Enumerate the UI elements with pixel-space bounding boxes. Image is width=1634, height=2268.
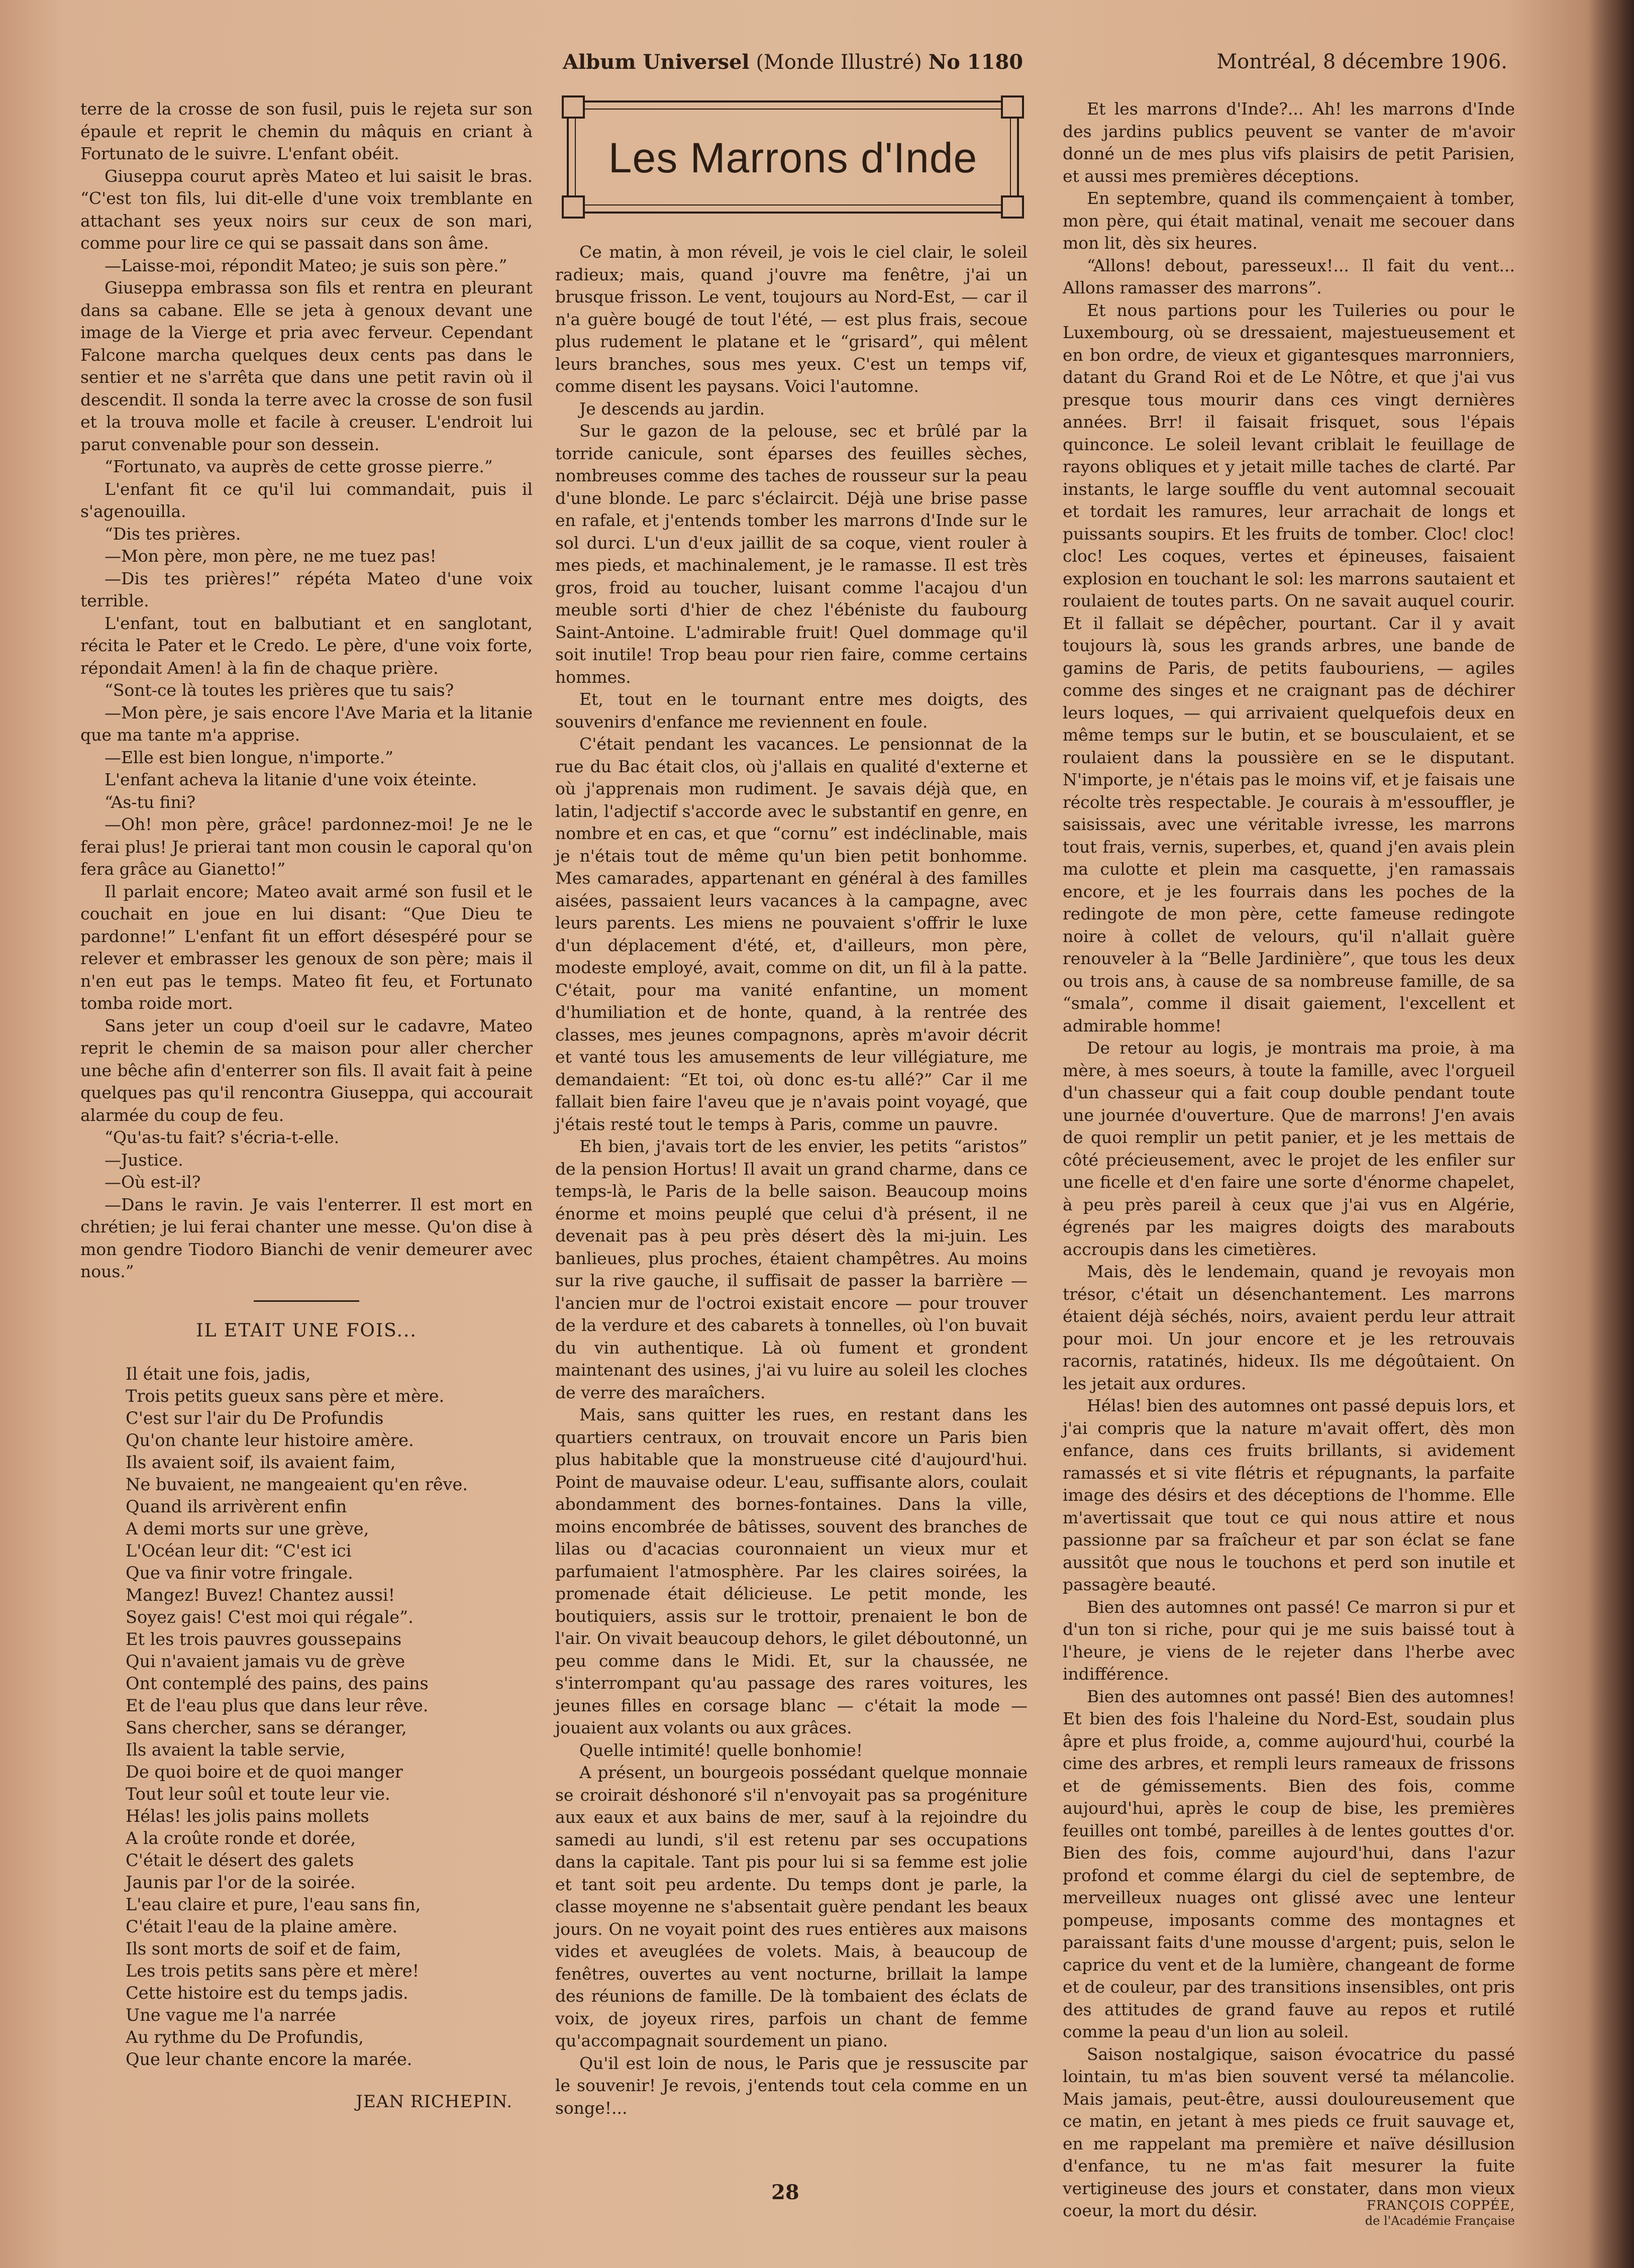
poem-line: C'était le désert des galets	[126, 1850, 354, 1870]
poem-line: De quoi boire et de quoi manger	[126, 1762, 403, 1782]
paragraph: —Mon père, mon père, ne me tuez pas!	[105, 546, 437, 566]
poem-line: Et de l'eau plus que dans leur rêve.	[126, 1696, 429, 1715]
paragraph: —Dis tes prières!” répéta Mateo d'une voix terrible.	[80, 568, 533, 610]
paragraph: Mais, sans quitter les rues, en restant dans les quartiers centraux, on trouvait encore un Paris bien plus habitable que la monstrueuse cité d'aujourd'hui. Point de mauvaise odeur. L'eau, suffisante alors, coulait abondamment des bornes-fontaines. Dans la ville, moins encombrée de bâtisses, souvent des branches de lilas ou d'acacias couronnaient un vieux mur et parfumaient l'atmosphère. Par les claires soirées, la promenade était délicieuse. Le petit monde, les boutiquiers, assis sur le trottoir, prenaient le bon de l'air. On vivait beaucoup dehors, le gilet déboutonné, un peu comme dans le Midi. Et, sur la chaussée, ne s'interrompant qu'au passage des rares voitures, les jeunes filles en corsage blanc — c'était la mode — jouaient aux volants ou aux grâces.	[555, 1405, 1028, 1737]
paragraph: C'était pendant les vacances. Le pensionnat de la rue du Bac était clos, où j'allais en qualité d'externe et où j'apprenais mon rudiment. Je savais déjà que, en latin, l'adjectif s'accorde avec le substantif en genre, en nombre et en cas, et que “cornu” est indéclinable, mais je n'étais tout de même qu'un bien petit bonhomme. Mes camarades, appartenant en général à des familles aisées, passaient leurs vacances à la campagne, avec leurs parents. Les miens ne pouvaient s'offrir le luxe d'un déplacement d'été, et, d'ailleurs, mon père, modeste employé, avait, comme on dit, un fil à la patte. C'était, pour ma vanité enfantine, un moment d'humiliation et de honte, quand, à la rentrée des classes, mes jeunes compagnons, après m'avoir décrit et vanté tous les amusements de leur villégiature, me demandaient: “Et toi, où donc es-tu allé?” Car il me fallait bien faire l'aveu que je n'avais point voyagé, que j'étais resté tout le temps à Paris, comme un pauvre.	[555, 734, 1028, 1134]
paragraph: Qu'il est loin de nous, le Paris que je ressuscite par le souvenir! Je revois, j'entends tout cela comme en un songe!...	[555, 2053, 1028, 2118]
poem-line: Trois petits gueux sans père et mère.	[126, 1386, 445, 1406]
poem-line: Qui n'avaient jamais vu de grève	[126, 1652, 405, 1671]
poem-line: Ils sont morts de soif et de faim,	[126, 1939, 401, 1958]
paragraph: A présent, un bourgeois possédant quelque monnaie se croirait déshonoré s'il n'envoyait pas sa progéniture aux eaux et aux bains de mer, sauf à la rejoindre du samedi au lundi, s'il est retenu par ses occupations dans la capitale. Tant pis pour lui si sa femme est jolie et tant soit peu ardente. Du temps dont je parle, la classe moyenne ne s'absentait guère pendant les beaux jours. On ne voyait point des rues entières aux maisons vides et aveuglées de volets. Mais, à beaucoup de fenêtres, ouvertes au vent nocturne, brillait la lampe des réunions de famille. De là tombaient des éclats de voix, de joyeux rires, parfois un chant de femme qu'accompagnait sourdement un piano.	[555, 1763, 1028, 2050]
poem-line: Cette histoire est du temps jadis.	[126, 1983, 408, 2003]
poem-line: Ils avaient soif, ils avaient faim,	[126, 1453, 396, 1472]
paragraph: De retour au logis, je montrais ma proie, à ma mère, à mes soeurs, à toute la famille, avec l'orgueil d'un chasseur qui a fait coup double pendant toute une journée d'ouverture. Que de marrons! J'en avais de quoi remplir un petit panier, et je les mettais de côté précieusement, avec le projet de les enfiler sur une ficelle et d'en faire une sorte d'énorme chapelet, à peu près pareil à ceux que j'ai vus en Algérie, égrenés par les maigres doigts des marabouts accroupis dans les cimetières.	[1063, 1038, 1515, 1259]
paragraph: L'enfant acheva la litanie d'une voix éteinte.	[105, 770, 477, 789]
paragraph: “Allons! debout, paresseux!... Il fait du vent... Allons ramasser des marrons”.	[1063, 255, 1515, 297]
paragraph: “Sont-ce là toutes les prières que tu sais?	[105, 680, 454, 700]
paragraph: Bien des automnes ont passé! Bien des automnes! Et bien des fois l'haleine du Nord-Est, soudain plus âpre et plus froide, a, comme aujourd'hui, courbé la cime des arbres, et rempli leurs rameaux de frissons et de gémissements. Bien des fois, comme aujourd'hui, après le coup de bise, les premières feuilles ont tombé, pareilles à de lentes gouttes d'or. Bien des fois, comme aujourd'hui, dans l'azur profond et comme élargi du ciel de septembre, de merveilleux nuages ont glissé avec une lenteur pompeuse, imposants comme des montagnes et paraissant faits d'une mousse d'argent; puis, selon le caprice du vent et de la lumière, changeant de forme et de couleur, par des transitions insensibles, ont pris des attitudes de grand fauve au repos et rutilé comme la peau d'un lion au soleil.	[1063, 1686, 1515, 2041]
paragraph: Quelle intimité! quelle bonhomie!	[579, 1740, 863, 1760]
article-title-box	[567, 100, 1019, 214]
paragraph: Hélas! bien des automnes ont passé depuis lors, et j'ai compris que la nature m'avait offert, dès mon enfance, dans ces fruits brillants, si avidement ramassés et si vite flétris et répugnants, la parfaite image des désirs et des déceptions de l'homme. Elle m'avertissait que tout ce qui nous attire et nous passionne par sa fraîcheur et par son éclat se fane aussitôt que nous le touchons et perd son inutile et passagère beauté.	[1063, 1396, 1515, 1594]
paragraph: —Elle est bien longue, n'importe.”	[105, 747, 394, 767]
poem-line: Soyez gais! C'est moi qui régale”.	[126, 1607, 414, 1627]
paragraph: —Laisse-moi, répondit Mateo; je suis son père.”	[105, 255, 507, 275]
poem-body	[80, 1363, 533, 2071]
publication-line	[563, 50, 1023, 74]
paragraph: Mais, dès le lendemain, quand je revoyais mon trésor, c'était un désenchantement. Les marrons étaient déjà séchés, noirs, avaient perdu leur attrait pour moi. Un jour encore et je les retrouvais racornis, ratatinés, hideux. Ils me dégoûtaient. On les jetait aux ordures.	[1063, 1262, 1515, 1393]
poem-line: Ils avaient la table servie,	[126, 1740, 346, 1760]
paragraph: L'enfant, tout en balbutiant et en sanglotant, récita le Pater et le Credo. Le père, d'une voix forte, répondait Amen! à la fin de chaque prière.	[80, 613, 533, 678]
poem-line: Il était une fois, jadis,	[126, 1364, 311, 1384]
paragraph: Et nous partions pour les Tuileries ou pour le Luxembourg, où se dressaient, majestueusement et en bon ordre, de vieux et gigantesques marronniers, datant du Grand Roi et de Le Nôtre, et que j'ai vus presque tous mourir dans ces vingt dernières années. Brr! il faisait frisquet, sous l'épais quinconce. Le soleil levant criblait le feuillage de rayons obliques et y jetait mille taches de clarté. Par instants, le large souffle du vent automnal secouait et tordait les ramures, leur arrachait de longs et puissants soupirs. Et les fruits de tomber. Cloc! cloc! cloc! Les coques, vertes et épineuses, faisaient explosion en touchant le sol: les marrons sautaient et roulaient de toutes parts. On ne savait auquel courir. Et il fallait se dépêcher, pourtant. Car il y avait toujours là, sous les grands arbres, une bande de gamins de Paris, de petits faubouriens, — agiles comme des singes et ne craignant pas de déchirer leurs loques, — qui arrivaient quelquefois deux en même temps sur le butin, et se bousculaient, et se roulaient dans la poussière en se le disputant. N'importe, je n'étais pas le moins vif, et je faisais une récolte très respectable. Je courais à m'essouffler, je saisissais, avec une véritable ivresse, les marrons tout frais, vernis, superbes, et, quand j'en avais plein ma culotte et plein ma casquette, j'en ramassais encore, et je les fourrais dans les poches de la redingote de mon père, cette fameuse redingote noire à collet de velours, qu'il n'allait guère renouveler à la “Belle Jardinière”, que tous les deux ou trois ans, à cause de sa nombreuse famille, de sa “smala”, comme il disait gaiement, l'excellent et admirable homme!	[1063, 300, 1515, 1036]
paragraph: L'enfant fit ce qu'il lui commandait, puis il s'agenouilla.	[80, 479, 533, 521]
paragraph: Et, tout en le tournant entre mes doigts, des souvenirs d'enfance me reviennent en foule.	[555, 689, 1028, 732]
column-right	[1063, 98, 1515, 2228]
paragraph: Giuseppa embrassa son fils et rentra en pleurant dans sa cabane. Elle se jeta à genoux devant une image de la Vierge et pria avec ferveur. Cependant Falcone marcha quelques deux cents pas dans le sentier et ne s'arrêta que dans une petit ravin où il descendit. Il sonda la terre avec la crosse de son fusil et la trouva molle et facile à creuser. L'endroit lui parut convenable pour son dessein.	[80, 278, 533, 454]
issue-date: Montréal, 8 décembre 1906.	[1216, 50, 1507, 73]
paragraph: Bien des automnes ont passé! Ce marron si pur et d'un ton si riche, pour qui je me suis baissé tout à l'heure, je viens de le rejeter dans l'herbe avec indifférence.	[1063, 1597, 1515, 1684]
poem-line: L'eau claire et pure, l'eau sans fin,	[126, 1895, 421, 1914]
poem-line: Que va finir votre fringale.	[126, 1563, 353, 1583]
paragraph: Et les marrons d'Inde?... Ah! les marrons d'Inde des jardins publics peuvent se vanter de m'avoir donné un de mes plus vifs plaisirs de petit Parisien, et aussi mes premières déceptions.	[1063, 99, 1515, 186]
paragraph: Je descends au jardin.	[579, 398, 765, 419]
author-affiliation: de l'Académie Française	[1365, 2213, 1515, 2228]
column-left	[80, 98, 533, 2113]
poem-line: Hélas! les jolis pains mollets	[126, 1806, 369, 1826]
paragraph: terre de la crosse de son fusil, puis le rejeta sur son épaule et reprit le chemin du mâquis en criant à Fortunato de le suivre. L'enfant obéit.	[80, 99, 533, 163]
poem-line: Ne buvaient, ne mangeaient qu'en rêve.	[126, 1475, 468, 1494]
poem-line: Mangez! Buvez! Chantez aussi!	[126, 1585, 395, 1605]
poem-line: A demi morts sur une grève,	[126, 1519, 369, 1538]
page-header	[75, 50, 1507, 80]
poem-line: A la croûte ronde et dorée,	[126, 1828, 356, 1848]
column-middle	[555, 241, 1028, 2119]
paragraph: —Dans le ravin. Je vais l'enterrer. Il est mort en chrétien; je lui ferai chanter une messe. Qu'on dise à mon gendre Tiodoro Bianchi de venir demeurer avec nous.”	[80, 1194, 533, 1281]
paragraph: “Fortunato, va auprès de cette grosse pierre.”	[105, 457, 493, 476]
poem-line: Quand ils arrivèrent enfin	[126, 1497, 347, 1516]
paragraph: “As-tu fini?	[105, 792, 196, 812]
poem-line: Qu'on chante leur histoire amère.	[126, 1430, 414, 1450]
poem-author: JEAN RICHEPIN.	[356, 2092, 513, 2112]
author-name: FRANÇOIS COPPÉE,	[1366, 2198, 1515, 2213]
article-title: Les Marrons d'Inde	[608, 134, 978, 181]
paragraph: Eh bien, j'avais tort de les envier, les petits “aristos” de la pension Hortus! Il avait un grand charme, dans ce temps-là, le Paris de la belle saison. Beaucoup moins énorme et moins peuplé que celui d'à présent, il ne devenait pas à peu près désert dès la mi-juin. Les banlieues, plus proches, étaient champêtres. Au moins sur la rive gauche, il suffisait de passer la barrière — l'ancien mur de l'octroi existait encore — pour trouver de la verdure et des cabarets à tonnelles, où l'on buvait du vin authentique. Là où fument et grondent maintenant des usines, j'ai vu luire au soleil les cloches de verre des maraîchers.	[555, 1137, 1028, 1402]
frame-corner	[562, 195, 585, 219]
frame-corner	[1001, 95, 1024, 119]
paragraph: —Oh! mon père, grâce! pardonnez-moi! Je ne le ferai plus! Je prierai tant mon cousin le caporal qu'on fera grâce au Gianetto!”	[80, 814, 533, 879]
issue-number: No 1180	[928, 50, 1024, 74]
publication-subtitle: (Monde Illustré)	[749, 51, 929, 74]
paragraph: —Mon père, je sais encore l'Ave Maria et la litanie que ma tante m'a apprise.	[80, 702, 533, 745]
poem-line: C'était l'eau de la plaine amère.	[126, 1917, 398, 1936]
paragraph: Ce matin, à mon réveil, je vois le ciel clair, le soleil radieux; mais, quand j'ouvre ma fenêtre, j'ai un brusque frisson. Le vent, toujours au Nord-Est, — car il n'a guère bougé de tout l'été, — est plus frais, secoue plus rudement le platane et le “grisard”, qui mêlent leurs branches, sous mes yeux. C'est un temps vif, comme disent les paysans. Voici l'automne.	[555, 242, 1028, 396]
paragraph: Giuseppa courut après Mateo et lui saisit le bras. “C'est ton fils, lui dit-elle d'une voix tremblante en attachant ses yeux noirs sur ceux de son mari, comme pour lire ce qui se passait dans son âme.	[80, 166, 533, 253]
poem-line: L'Océan leur dit: “C'est ici	[126, 1541, 352, 1561]
paragraph: En septembre, quand ils commençaient à tomber, mon père, qui était matinal, venait me secouer dans mon lit, dès six heures.	[1063, 188, 1515, 253]
poem-line: Une vague me l'a narrée	[126, 2005, 336, 2025]
publication-name: Album Universel	[563, 50, 750, 74]
poem-line: Jaunis par l'or de la soirée.	[126, 1873, 356, 1892]
poem-line: Tout leur soûl et toute leur vie.	[126, 1784, 390, 1804]
paragraph: “Dis tes prières.	[105, 524, 241, 544]
page-number: 28	[771, 2181, 799, 2204]
poem-line: Sans chercher, sans se déranger,	[126, 1718, 407, 1737]
page-binding-shadow	[1589, 0, 1634, 2268]
paragraph: Il parlait encore; Mateo avait armé son fusil et le couchait en joue en lui disant: “Que Dieu te pardonne!” L'enfant fit un effort désespéré pour se relever et embrasser les genoux de son père; mais il n'en eut pas le temps. Mateo fit feu, et Fortunato tomba roide mort.	[80, 881, 533, 1013]
poem-line: Les trois petits sans père et mère!	[126, 1961, 420, 1981]
paragraph: “Qu'as-tu fait? s'écria-t-elle.	[105, 1127, 340, 1147]
paragraph: Sans jeter un coup d'oeil sur le cadavre, Mateo reprit le chemin de sa maison pour aller chercher une bêche afin d'enterrer son fils. Il avait fait à peine quelques pas qu'il rencontra Giuseppa, qui accourait alarmée du coup de feu.	[80, 1015, 533, 1125]
paragraph: Sur le gazon de la pelouse, sec et brûlé par la torride canicule, sont éparses des feuilles sèches, nombreuses comme des taches de rousseur sur la peau d'une blonde. Le parc s'éclaircit. Déjà une brise passe en rafale, et j'entends tomber les marrons d'Inde sur le sol durci. L'un d'eux jaillit de sa coque, vient rouler à mes pieds, et machinalement, je le ramasse. Il est très gros, froid au toucher, luisant comme l'acajou d'un meuble sorti d'hier de chez l'ébéniste du faubourg Saint-Antoine. L'admirable fruit! Quel dommage qu'il soit inutile! Trop beau pour rien faire, comme certains hommes.	[555, 421, 1028, 687]
poem-line: Que leur chante encore la marée.	[126, 2049, 413, 2069]
paragraph: Saison nostalgique, saison évocatrice du passé lointain, tu m'as bien souvent versé ta mélancolie. Mais jamais, peut-être, aussi douloureusement que ce matin, en jetant à mes pieds ce fruit sauvage et, en me rappelant ma première et naïve désillusion d'enfance, tu ne m'as fait mesurer la fuite vertigineuse des jours et constater, dans mon vieux coeur, la mort du désir.	[1063, 2044, 1515, 2220]
frame-corner	[562, 95, 585, 119]
paragraph: —Justice.	[105, 1150, 183, 1170]
poem-title: IL ETAIT UNE FOIS...	[196, 1320, 417, 1341]
section-divider	[254, 1300, 359, 1302]
poem-line: Au rythme du De Profundis,	[126, 2027, 364, 2047]
poem-line: Et les trois pauvres goussepains	[126, 1629, 402, 1649]
poem-line: Ont contemplé des pains, des pains	[126, 1674, 429, 1693]
paragraph: —Où est-il?	[105, 1172, 201, 1192]
frame-corner	[1001, 195, 1024, 219]
poem-line: C'est sur l'air du De Profundis	[126, 1408, 384, 1428]
